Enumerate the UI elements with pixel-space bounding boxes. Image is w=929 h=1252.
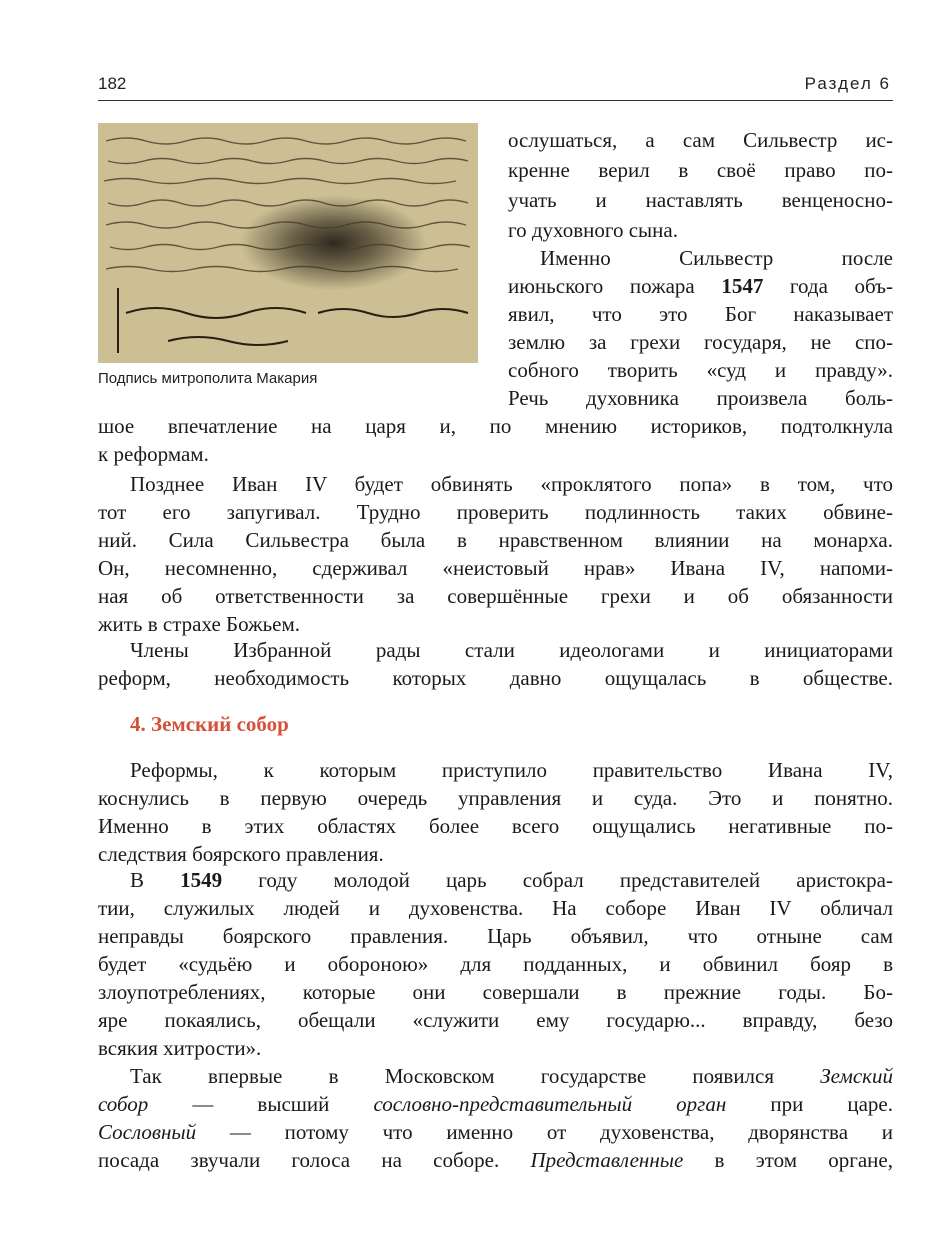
year-1547: 1547 <box>721 274 764 298</box>
final-text: в этом органе, <box>683 1148 893 1172</box>
section-line: следствия боярского правления. <box>98 842 384 866</box>
section-line <box>98 866 893 894</box>
final-text: — потому что именно от духовенства, дворянства и <box>196 1120 893 1144</box>
body-line: Позднее Иван IV будет обвинять «проклятого попа» в том, что <box>130 472 893 496</box>
column-text: июньского пожара <box>508 274 722 298</box>
body-line: Члены Избранной рады стали идеологами и инициаторами <box>130 638 893 662</box>
body-line: тот его запугивал. Трудно проверить подлинность таких обвине- <box>98 500 893 524</box>
final-text: при царе. <box>726 1092 894 1116</box>
term-sobor: собор <box>98 1092 149 1116</box>
section-line: коснулись в первую очередь управления и суда. Это и понятно. <box>98 786 893 810</box>
column-line: собного творить «суд и правду». <box>508 358 893 382</box>
final-line <box>98 1118 893 1146</box>
body-line: реформ, необходимость которых давно ощущалась в обществе. <box>98 666 893 690</box>
section-line: неправды боярского правления. Царь объявил, что отныне сам <box>98 924 893 948</box>
column-text: года объ- <box>763 274 893 298</box>
body-line: жить в страхе Божьем. <box>98 612 301 636</box>
column-line <box>508 272 893 300</box>
page-number: 182 <box>98 74 127 93</box>
column-line: Именно Сильвестр после <box>540 246 893 270</box>
manuscript-image <box>98 123 478 363</box>
body-line: ний. Сила Сильвестра была в нравственном влиянии на монарха. <box>98 528 893 552</box>
section-line: будет «судьёю и обороною» для подданных, и обвинил бояр в <box>98 952 893 976</box>
column-line: го духовного сына. <box>508 218 678 242</box>
body-line: шое впечатление на царя и, по мнению историков, подтолкнула <box>98 414 893 438</box>
column-line: ослушаться, а сам Сильвестр ис- <box>508 128 893 152</box>
column-line: учать и наставлять венценосно- <box>508 188 893 212</box>
column-line: землю за грехи государя, не спо- <box>508 330 893 354</box>
section-line: Реформы, к которым приступило правительство Ивана IV, <box>130 758 893 782</box>
section-heading: 4. Земский собор <box>130 712 289 736</box>
term-soslovny: Сословный <box>98 1120 197 1144</box>
manuscript-script-drawing <box>98 123 478 363</box>
page-header <box>98 72 893 101</box>
body-line: к реформам. <box>98 442 209 466</box>
term-predstavlennye: Представленные <box>530 1148 684 1172</box>
year-1549: 1549 <box>180 868 223 892</box>
final-line <box>98 1062 893 1090</box>
section-text: В <box>130 868 181 892</box>
column-line: кренне верил в своё право по- <box>508 158 893 182</box>
column-line: явил, что это Бог наказывает <box>508 302 893 326</box>
term-soslovno: сословно-представительный орган <box>373 1092 727 1116</box>
section-line: яре покаялись, обещали «служити ему государю... вправду, безо <box>98 1008 893 1032</box>
section-line: тии, служилых людей и духовенства. На соборе Иван IV обличал <box>98 896 893 920</box>
column-line: Речь духовника произвела боль- <box>508 386 893 410</box>
section-line: всякия хитрости». <box>98 1036 262 1060</box>
final-text: — высший <box>148 1092 374 1116</box>
section-line: злоупотреблениях, которые они совершали в прежние годы. Бо- <box>98 980 893 1004</box>
term-zemsky: Земский <box>820 1064 893 1088</box>
body-line: ная об ответственности за совершённые грехи и об обязанности <box>98 584 893 608</box>
section-text: году молодой царь собрал представителей аристокра- <box>222 868 893 892</box>
section-line: Именно в этих областях более всего ощущались негативные по- <box>98 814 893 838</box>
final-text: Так впервые в Московском государстве появился <box>130 1064 821 1088</box>
figure-caption: Подпись митрополита Макария <box>98 370 318 387</box>
final-text: посада звучали голоса на соборе. <box>98 1148 531 1172</box>
final-line <box>98 1146 893 1174</box>
final-line <box>98 1090 893 1118</box>
body-line: Он, несомненно, сдерживал «неистовый нрав» Ивана IV, напоми- <box>98 556 893 580</box>
section-label: Раздел 6 <box>804 74 891 93</box>
